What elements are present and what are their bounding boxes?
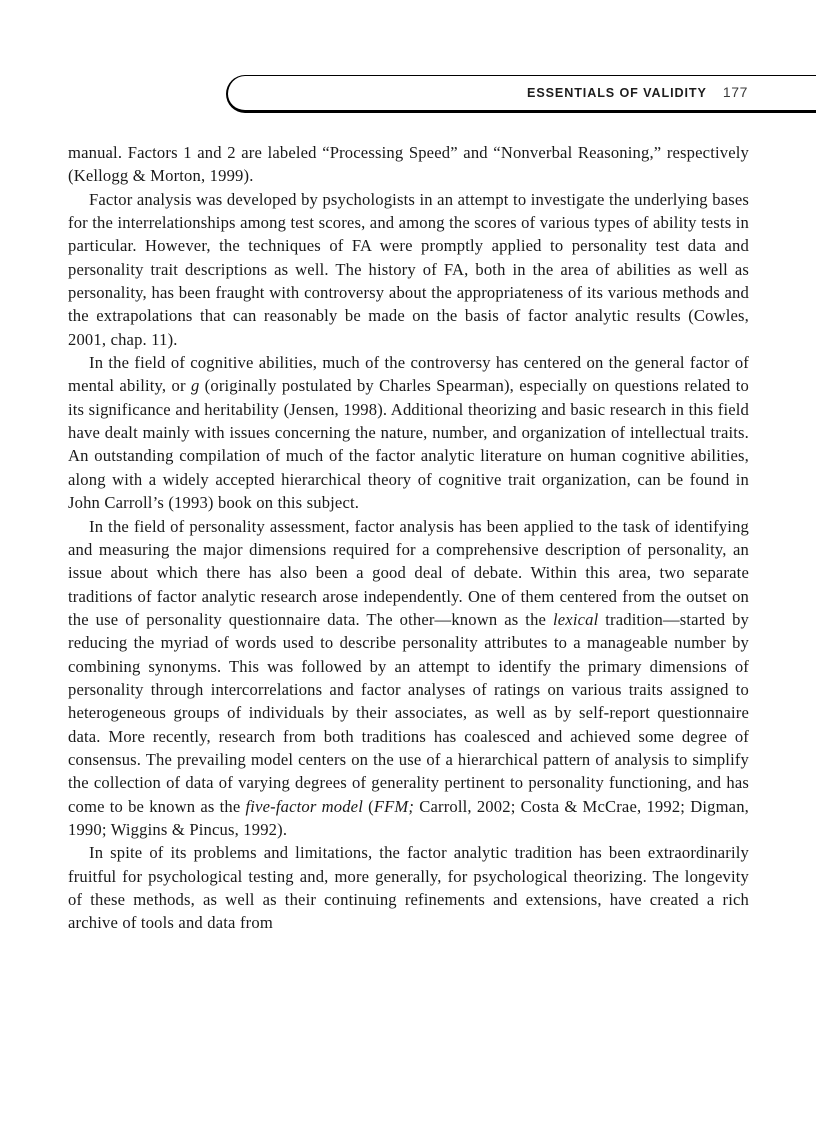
italic-term: five-factor model xyxy=(245,796,363,816)
running-header xyxy=(226,75,816,113)
text-run: ( xyxy=(362,796,374,816)
text-run: In the field of cognitive abilities, much of the controversy has centered on the general factor of mental ability, or xyxy=(68,353,749,396)
paragraph-host xyxy=(68,141,749,935)
header-text-group xyxy=(527,84,748,100)
text-run: Carroll, 2002; Costa & McCrae, 1992; Digman, 1990; Wiggins & Pincus, 1992). xyxy=(68,796,749,839)
text-run: Factor analysis was developed by psychologists in an attempt to investigate the underlying bases for the interrelationships among test scores, and among the scores of various types of ability tests in particular. However, the techniques of FA were promptly applied to personality test data and personality trait descriptions as well. The history of FA, both in the area of abilities as well as personality, has been fraught with controversy about the appropriateness of its various methods and the extrapolations that can reasonably be made on the basis of factor analytic results (Cowles, 2001, chap. 11). xyxy=(68,189,749,349)
header-rule-bottom xyxy=(248,110,816,113)
text-run: manual. Factors 1 and 2 are labeled “Processing Speed” and “Nonverbal Reasoning,” respectively (Kellogg & Morton, 1999). xyxy=(68,143,749,186)
text-run: tradition—started by reducing the myriad of words used to describe personality attributes to a manageable number by combining synonyms. This was followed by an attempt to identify the primary dimensions of personality through intercorrelations and factor analyses of ratings on various traits assigned to heterogeneous groups of individuals by their associates, as well as by self-report questionnaire data. More recently, research from both traditions has coalesced and achieved some degree of consensus. The prevailing model centers on the use of a hierarchical pattern of analysis to simplify the collection of data of varying degrees of generality pertinent to personality functioning, and has come to be known as the xyxy=(68,609,749,816)
body-text-column xyxy=(68,141,749,935)
paragraph xyxy=(68,141,749,188)
paragraph xyxy=(68,841,749,934)
italic-term: g xyxy=(190,376,200,396)
header-rounded-cap-icon xyxy=(226,75,270,113)
header-rule-top xyxy=(248,75,816,76)
page-number: 177 xyxy=(722,84,748,100)
text-run: (originally postulated by Charles Spearman), especially on questions related to its significance and heritability (Jensen, 1998). Additional theorizing and basic research in this field have dealt mainly with issues concerning the nature, number, and organization of intellectual traits. An outstanding compilation of much of the factor analytic literature on human cognitive abilities, along with a widely accepted hierarchical theory of cognitive trait organization, can be found in John Carroll’s (1993) book on this subject. xyxy=(68,376,750,513)
italic-term: lexical xyxy=(552,609,599,629)
paragraph xyxy=(68,188,749,351)
paragraph xyxy=(68,515,749,842)
italic-term: FFM; xyxy=(373,796,415,816)
text-run: In spite of its problems and limitations, the factor analytic tradition has been extraordinarily fruitful for psychological testing and, more generally, for psychological theorizing. The longevity of these methods, as well as their continuing refinements and extensions, have created a rich archive of tools and data from xyxy=(68,843,749,933)
header-title: ESSENTIALS OF VALIDITY xyxy=(527,86,707,100)
paragraph xyxy=(68,351,749,514)
text-run: In the field of personality assessment, factor analysis has been applied to the task of identifying and measuring the major dimensions required for a comprehensive description of personality, an issue about which there has also been a good deal of debate. Within this area, two separate traditions of factor analytic research arose independently. One of them centered from the outset on the use of personality questionnaire data. The other—known as the xyxy=(68,516,749,629)
